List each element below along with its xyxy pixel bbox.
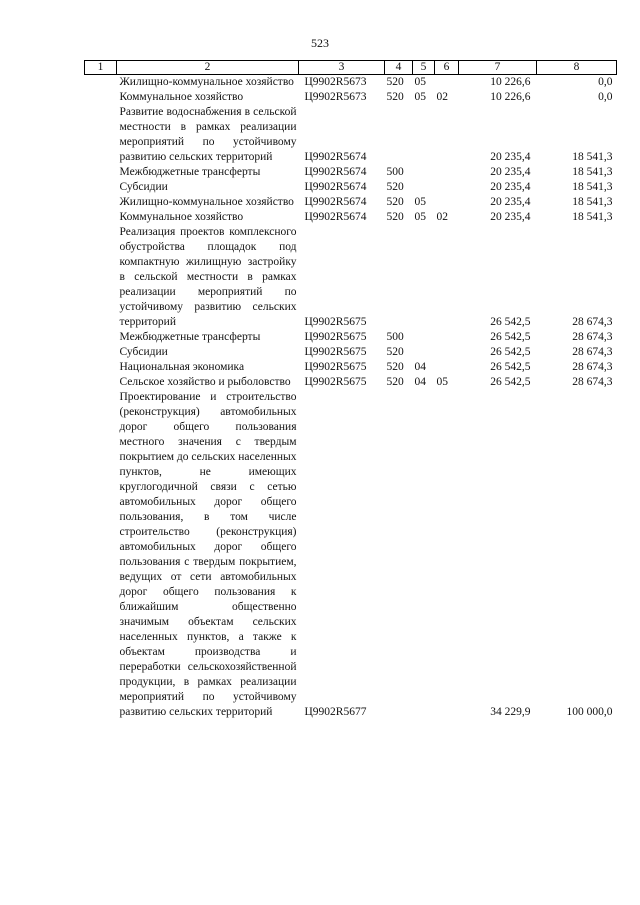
item-name-cell: Межбюджетные трансферты — [119, 331, 261, 343]
target-code-cell: Ц9902R5675 — [304, 361, 367, 373]
expense-type-cell: 520 — [386, 91, 404, 103]
row-index-cell — [85, 390, 117, 720]
row-index-cell — [85, 345, 117, 360]
expense-type-cell: 520 — [386, 76, 404, 88]
table-row — [85, 330, 617, 345]
amount-col8-cell: 18 541,3 — [572, 151, 613, 163]
section-cell: 04 — [414, 376, 426, 388]
column-header-3: 3 — [299, 61, 385, 75]
item-name-cell: Коммунальное хозяйство — [119, 211, 244, 223]
expense-type-cell — [385, 390, 413, 720]
subsection-cell — [435, 195, 459, 210]
amount-col7-cell: 34 229,9 — [490, 706, 531, 718]
item-name-cell: Субсидии — [119, 346, 168, 358]
subsection-cell — [435, 330, 459, 345]
section-cell — [413, 390, 435, 720]
expense-type-cell: 520 — [386, 376, 404, 388]
subsection-cell — [435, 105, 459, 165]
amount-col7-cell: 26 542,5 — [490, 361, 531, 373]
expense-type-cell: 520 — [386, 361, 404, 373]
section-cell — [413, 180, 435, 195]
header-row — [85, 61, 617, 75]
row-index-cell — [85, 225, 117, 330]
subsection-cell — [435, 360, 459, 375]
column-header-5: 5 — [413, 61, 435, 75]
amount-col7-cell: 26 542,5 — [490, 316, 531, 328]
table-row — [85, 195, 617, 210]
expense-type-cell: 500 — [386, 166, 404, 178]
target-code-cell: Ц9902R5674 — [304, 211, 367, 223]
item-name-cell: Жилищно-коммунальное хозяйство — [119, 76, 294, 88]
table-row — [85, 90, 617, 105]
amount-col7-cell: 10 226,6 — [490, 91, 531, 103]
column-header-8: 8 — [537, 61, 617, 75]
target-code-cell: Ц9902R5674 — [304, 181, 367, 193]
page-number: 523 — [311, 36, 329, 50]
expense-type-cell: 520 — [386, 346, 404, 358]
section-cell — [413, 225, 435, 330]
target-code-cell: Ц9902R5675 — [304, 316, 367, 328]
row-index-cell — [85, 210, 117, 225]
amount-col7-cell: 20 235,4 — [490, 166, 531, 178]
amount-col8-cell: 100 000,0 — [566, 706, 613, 718]
target-code-cell: Ц9902R5677 — [304, 706, 367, 718]
subsection-cell: 02 — [436, 211, 448, 223]
amount-col7-cell: 26 542,5 — [490, 346, 531, 358]
amount-col8-cell: 28 674,3 — [572, 361, 613, 373]
column-header-2: 2 — [117, 61, 299, 75]
column-header-4: 4 — [385, 61, 413, 75]
subsection-cell — [435, 165, 459, 180]
subsection-cell: 05 — [436, 376, 448, 388]
target-code-cell: Ц9902R5673 — [304, 76, 367, 88]
amount-col7-cell: 20 235,4 — [490, 181, 531, 193]
expense-type-cell — [385, 105, 413, 165]
target-code-cell: Ц9902R5673 — [304, 91, 367, 103]
table-row — [85, 375, 617, 390]
section-cell: 05 — [414, 196, 426, 208]
amount-col8-cell: 18 541,3 — [572, 211, 613, 223]
amount-col7-cell: 26 542,5 — [490, 331, 531, 343]
item-name-cell: Коммунальное хозяйство — [119, 91, 244, 103]
amount-col7-cell: 20 235,4 — [490, 211, 531, 223]
row-index-cell — [85, 180, 117, 195]
target-code-cell: Ц9902R5675 — [304, 346, 367, 358]
row-index-cell — [85, 105, 117, 165]
item-name-cell: Сельское хозяйство и рыболовство — [119, 376, 291, 388]
column-header-1: 1 — [85, 61, 117, 75]
table-row — [85, 210, 617, 225]
subsection-cell — [435, 180, 459, 195]
row-index-cell — [85, 90, 117, 105]
table-row — [85, 225, 617, 330]
amount-col7-cell: 20 235,4 — [490, 196, 531, 208]
row-index-cell — [85, 360, 117, 375]
table-row — [85, 105, 617, 165]
expense-type-cell — [385, 225, 413, 330]
amount-col8-cell: 28 674,3 — [572, 331, 613, 343]
amount-col7-cell: 26 542,5 — [490, 376, 531, 388]
row-index-cell — [85, 75, 117, 91]
item-name-cell: Развитие водоснабжения в сельской местности в рамках реализации мероприятий по устойчивому развитию сельских территорий — [119, 106, 297, 163]
expense-type-cell: 500 — [386, 331, 404, 343]
table-row — [85, 180, 617, 195]
section-cell — [413, 165, 435, 180]
item-name-cell: Субсидии — [119, 181, 168, 193]
section-cell — [413, 105, 435, 165]
table-row — [85, 345, 617, 360]
amount-col8-cell: 28 674,3 — [572, 346, 613, 358]
table-body — [85, 75, 617, 721]
column-header-7: 7 — [459, 61, 537, 75]
subsection-cell — [435, 390, 459, 720]
row-index-cell — [85, 195, 117, 210]
subsection-cell — [435, 75, 459, 91]
target-code-cell: Ц9902R5674 — [304, 151, 367, 163]
section-cell: 04 — [414, 361, 426, 373]
amount-col7-cell: 10 226,6 — [490, 76, 531, 88]
table-row — [85, 390, 617, 720]
expense-type-cell: 520 — [386, 181, 404, 193]
item-name-cell: Жилищно-коммунальное хозяйство — [119, 196, 294, 208]
target-code-cell: Ц9902R5675 — [304, 331, 367, 343]
table-row — [85, 360, 617, 375]
subsection-cell: 02 — [436, 91, 448, 103]
subsection-cell — [435, 225, 459, 330]
section-cell: 05 — [414, 91, 426, 103]
amount-col8-cell: 18 541,3 — [572, 196, 613, 208]
section-cell — [413, 330, 435, 345]
target-code-cell: Ц9902R5674 — [304, 196, 367, 208]
table-row — [85, 75, 617, 91]
target-code-cell: Ц9902R5675 — [304, 376, 367, 388]
amount-col8-cell: 0,0 — [598, 76, 613, 88]
amount-col8-cell: 18 541,3 — [572, 166, 613, 178]
expense-type-cell: 520 — [386, 196, 404, 208]
subsection-cell — [435, 345, 459, 360]
table-row — [85, 165, 617, 180]
target-code-cell: Ц9902R5674 — [304, 166, 367, 178]
item-name-cell: Проектирование и строительство (реконструкция) автомобильных дорог общего пользования местного значения с твердым покрытием до сельских населенных пунктов, не имеющих круглогодичной связи с сетью автомобильных дорог общего пользования, в том числе строительство (реконструкция) автомобильных дорог общего пользования с твердым покрытием, ведущих от сети автомобильных дорог общего пользования к ближайшим общественно значимым объектам сельских населенных пунктов, а также к объектам производства и переработки сельскохозяйственной продукции, в рамках реализации мероприятий по устойчивому развитию сельских территорий — [119, 391, 297, 718]
amount-col8-cell: 18 541,3 — [572, 181, 613, 193]
item-name-cell: Национальная экономика — [119, 361, 245, 373]
section-cell: 05 — [414, 211, 426, 223]
column-header-6: 6 — [435, 61, 459, 75]
section-cell: 05 — [414, 76, 426, 88]
budget-table — [84, 60, 617, 720]
row-index-cell — [85, 330, 117, 345]
amount-col8-cell: 28 674,3 — [572, 376, 613, 388]
row-index-cell — [85, 165, 117, 180]
row-index-cell — [85, 375, 117, 390]
section-cell — [413, 345, 435, 360]
item-name-cell: Межбюджетные трансферты — [119, 166, 261, 178]
amount-col8-cell: 28 674,3 — [572, 316, 613, 328]
amount-col7-cell: 20 235,4 — [490, 151, 531, 163]
expense-type-cell: 520 — [386, 211, 404, 223]
item-name-cell: Реализация проектов комплексного обустройства площадок под компактную жилищную застройку в сельской местности в рамках реализации мероприятий по устойчивому развитию сельских территорий — [119, 226, 297, 328]
amount-col8-cell: 0,0 — [598, 91, 613, 103]
